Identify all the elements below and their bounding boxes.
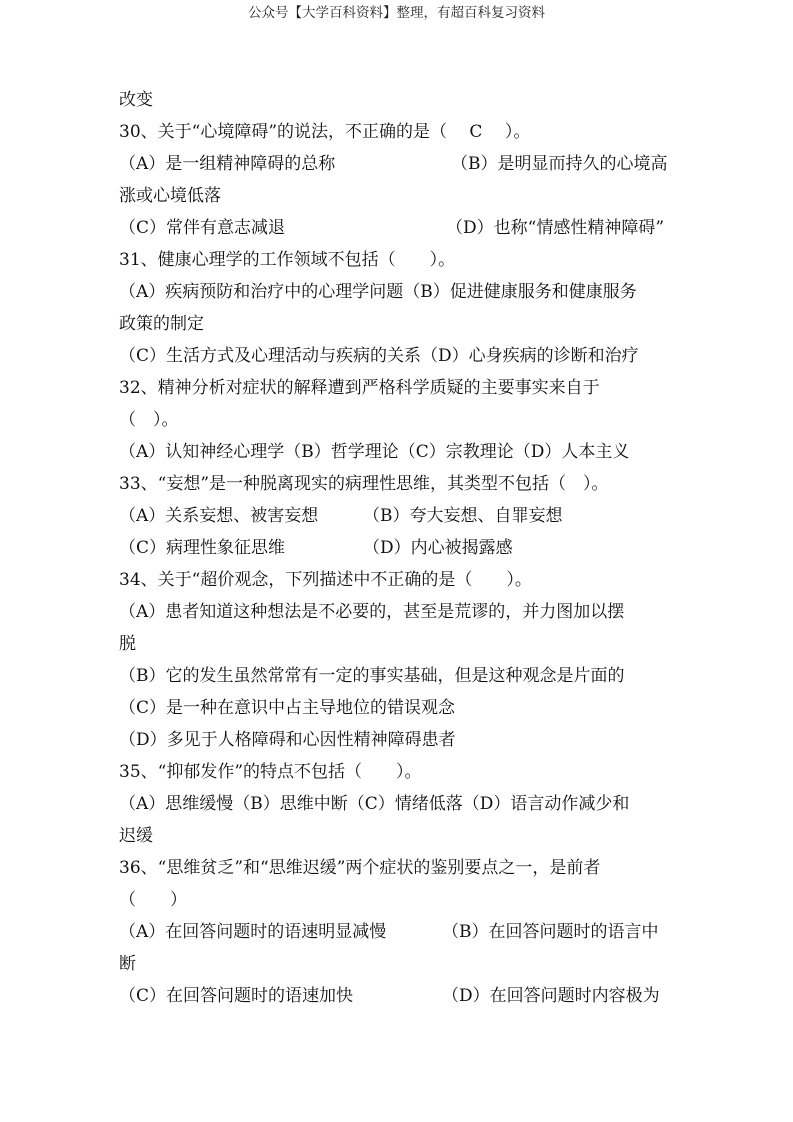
option-a: （A）在回答问题时的语速明显减慢 [119, 922, 387, 942]
text-line: 改变 [119, 90, 153, 110]
question-36: 36、“思维贫乏”和“思维迟缓”两个症状的鉴别要点之一，是前者 [119, 858, 601, 878]
options-line: （A）疾病预防和治疗中的心理学问题（B）促进健康服务和健康服务 [119, 282, 637, 302]
question-30: 30、关于“心境障碍”的说法，不正确的是（ C ）。 [119, 122, 531, 142]
text-line: 脱 [119, 634, 136, 654]
question-33: 33、“妄想”是一种脱离现实的病理性思维，其类型不包括（ ）。 [119, 474, 609, 494]
options-line: （A）思维缓慢（B）思维中断（C）情绪低落（D）语言动作减少和 [119, 794, 630, 814]
options-line: （C）生活方式及心理活动与疾病的关系（D）心身疾病的诊断和治疗 [119, 346, 639, 366]
option-b: （B）它的发生虽然常常有一定的事实基础，但是这种观念是片面的 [119, 666, 625, 686]
option-a: （A）关系妄想、被害妄想 [119, 506, 319, 526]
option-c: （C）在回答问题时的语速加快 [119, 986, 354, 1006]
text-line: （ ）。 [119, 410, 179, 430]
option-c: （C）病理性象征思维 [119, 538, 286, 558]
options-line: （A）认知神经心理学（B）哲学理论（C）宗教理论（D）人本主义 [119, 442, 630, 462]
question-31: 31、健康心理学的工作领域不包括（ ）。 [119, 250, 456, 270]
text-line: 迟缓 [119, 826, 153, 846]
text-line: 断 [119, 954, 136, 974]
question-35: 35、“抑郁发作”的特点不包括（ ）。 [119, 762, 422, 782]
question-32: 32、精神分析对症状的解释遭到严格科学质疑的主要事实来自于 [119, 378, 600, 398]
option-b: （B）夸大妄想、自罪妄想 [363, 506, 563, 526]
question-34: 34、关于“超价观念，下列描述中不正确的是（ ）。 [119, 570, 532, 590]
options-row [119, 212, 679, 244]
options-row [119, 532, 679, 564]
text-line: 政策的制定 [119, 314, 204, 334]
options-row [119, 980, 679, 1012]
option-c: （C）常伴有意志减退 [119, 218, 286, 238]
option-d: （D）多见于人格障碍和心因性精神障碍患者 [119, 730, 456, 750]
option-b: （B）是明显而持久的心境高 [451, 154, 668, 174]
options-row [119, 500, 679, 532]
option-d: （D）在回答问题时内容极为 [442, 986, 660, 1006]
text-line: 涨或心境低落 [119, 186, 221, 206]
option-a: （A）是一组精神障碍的总称 [119, 154, 336, 174]
text-line: （ ） [119, 890, 187, 910]
option-a: （A）患者知道这种想法是不必要的，甚至是荒谬的，并力图加以摆 [119, 602, 625, 622]
option-d: （D）内心被揭露感 [363, 538, 513, 558]
option-b: （B）在回答问题时的语言中 [442, 922, 659, 942]
options-row [119, 148, 679, 180]
options-row [119, 916, 679, 948]
document-body [119, 84, 679, 1012]
option-c: （C）是一种在意识中占主导地位的错误观念 [119, 698, 456, 718]
option-d: （D）也称“情感性精神障碍” [446, 218, 665, 238]
page-header: 公众号【大学百科资料】整理，有超百科复习资料 [248, 5, 545, 21]
